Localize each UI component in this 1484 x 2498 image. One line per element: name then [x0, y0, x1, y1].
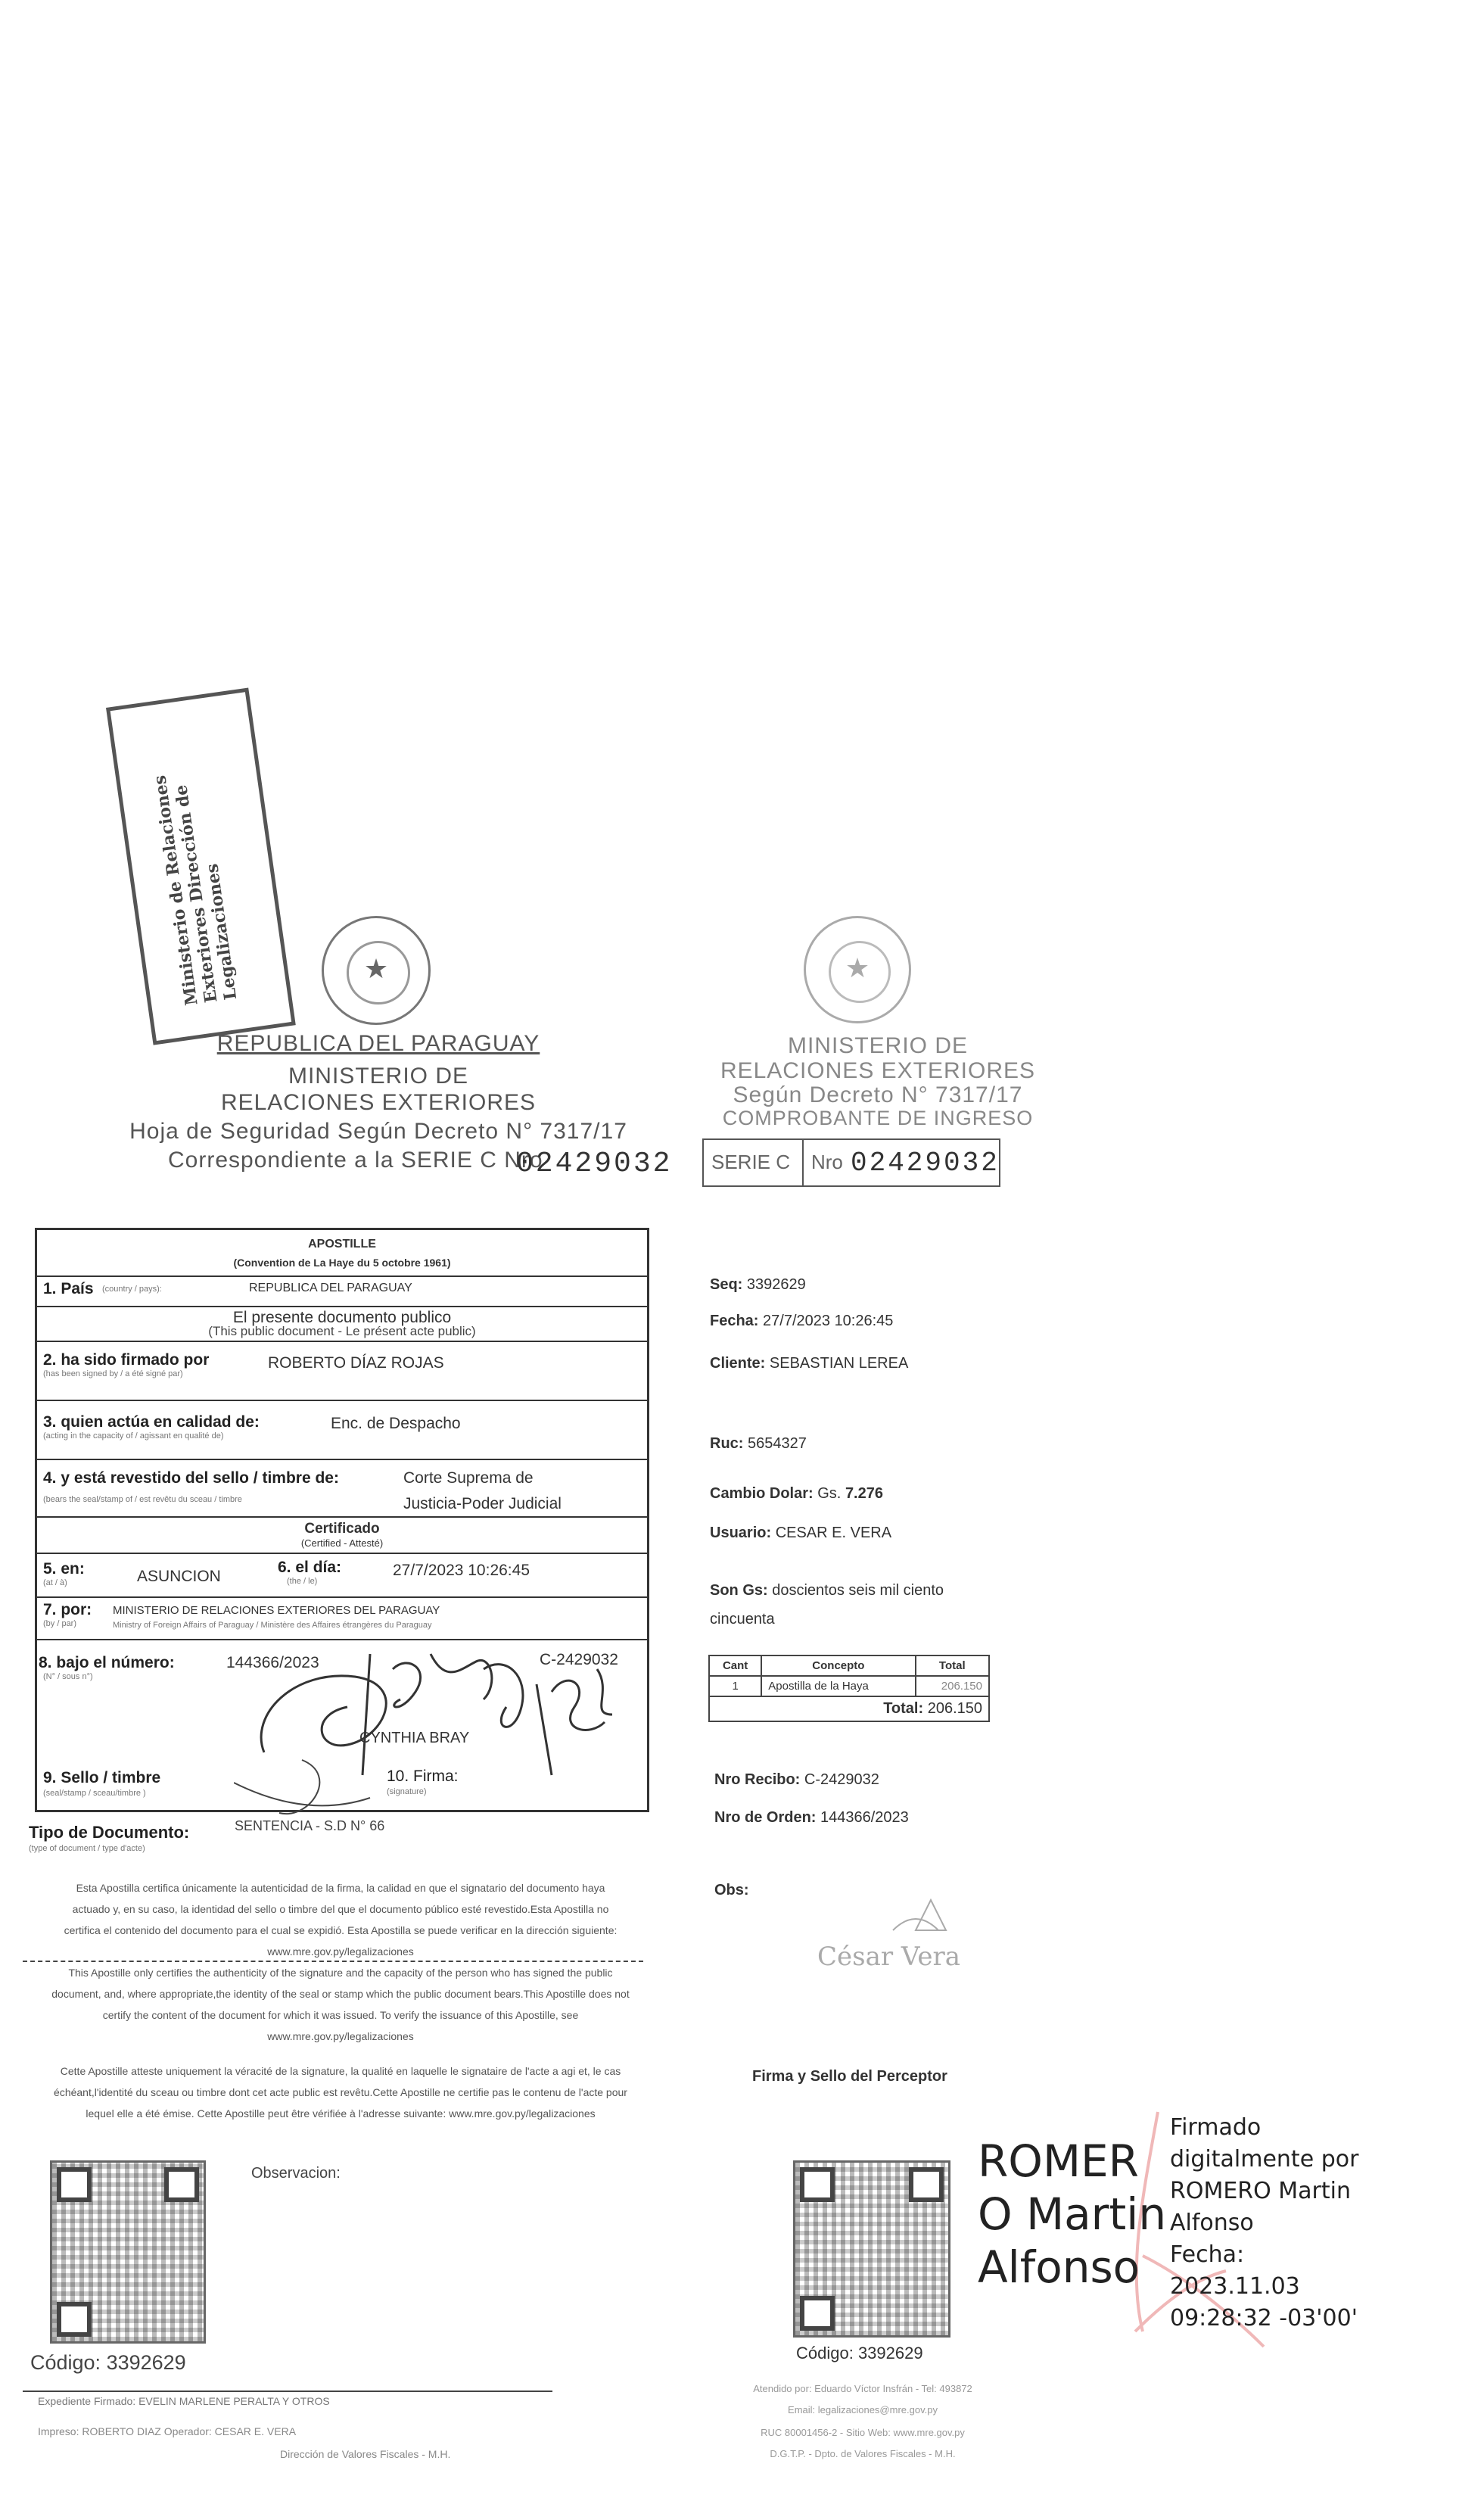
receipt-relations: RELACIONES EXTERIORES: [720, 1058, 1036, 1083]
left-footer-3: Dirección de Valores Fiscales - M.H.: [280, 2448, 451, 2460]
cambio-label: Cambio Dolar:: [710, 1485, 814, 1502]
field-8-label: 8. bajo el número:: [39, 1654, 175, 1671]
recibo-label: Nro Recibo:: [714, 1771, 801, 1788]
field-10-label: 10. Firma:: [387, 1768, 459, 1785]
left-footer-1: Expediente Firmado: EVELIN MARLENE PERALTA Y OTROS: [38, 2395, 330, 2407]
fecha-label: Fecha:: [710, 1313, 759, 1329]
note-spanish: Esta Apostilla certifica únicamente la autenticidad de la firma, la calidad en que el signatario del documento haya actuado y, en su caso, la identidad del sello o timbre del que el documento público esté revestido.Esta Apostilla no certifica el contenido del documento para el cual se expidió. Esta Apostilla se puede verificar en la dirección siguiente: www.mre.gov.py/legalizaciones: [64, 1882, 618, 1958]
table-header: Concepto: [761, 1655, 915, 1676]
field-7-value-sub: Ministry of Foreign Affairs of Paraguay / Ministère des Affaires étrangères du Paraguay: [113, 1621, 432, 1630]
table-header: Cant: [709, 1655, 761, 1676]
signer-name: CYNTHIA BRAY: [359, 1730, 470, 1746]
qr-code-right: [793, 2160, 950, 2338]
field-6-label: 6. el día:: [278, 1559, 342, 1576]
receipt-footer-2: Email: legalizaciones@mre.gov.py: [788, 2404, 938, 2415]
cambio-prefix: Gs.: [817, 1485, 842, 1502]
header-republic: REPUBLICA DEL PARAGUAY: [216, 1031, 540, 1056]
field-3-label: 3. quien actúa en calidad de:: [43, 1413, 260, 1431]
field-6-sub: (the / le): [287, 1577, 318, 1586]
table-header-row: [709, 1655, 989, 1676]
field-1-sub: (country / pays):: [102, 1285, 162, 1294]
son-value-2: cincuenta: [710, 1611, 775, 1627]
cashier-stamp: [817, 1892, 1014, 2014]
receipt-ministry: MINISTERIO DE: [787, 1033, 968, 1058]
header-relations: RELACIONES EXTERIORES: [220, 1090, 537, 1115]
receipt-footer-4: D.G.T.P. - Dpto. de Valores Fiscales - M.H.: [770, 2448, 956, 2459]
left-code: Código: 3392629: [30, 2351, 186, 2374]
signature-meta-7: 09:28:32 -03'00': [1170, 2305, 1358, 2331]
apostille-title: APOSTILLE: [308, 1238, 376, 1251]
serie-label: SERIE C: [711, 1151, 791, 1173]
field-7-sub: (by / par): [43, 1619, 77, 1628]
header-security-sheet: Hoja de Seguridad Según Decreto N° 7317/17: [129, 1119, 627, 1144]
ruc-value: 5654327: [748, 1435, 807, 1452]
field-7-label: 7. por:: [43, 1601, 92, 1618]
table-header: Total: [916, 1655, 990, 1676]
receipt-serie-box: [702, 1138, 1000, 1187]
cambio-value: 7.276: [845, 1485, 883, 1502]
orden-label: Nro de Orden:: [714, 1809, 817, 1826]
certified-sub: (Certified - Attesté): [300, 1537, 384, 1549]
fecha-value: 27/7/2023 10:26:45: [763, 1313, 894, 1329]
divider: [23, 2391, 552, 2392]
signature-meta-1: Firmado: [1170, 2114, 1262, 2141]
seq-label: Seq:: [710, 1276, 743, 1293]
usuario-value: CESAR E. VERA: [775, 1525, 892, 1541]
field-9-label: 9. Sello / timbre: [43, 1769, 161, 1786]
public-document-es: El presente documento publico: [232, 1309, 452, 1326]
right-code: Código: 3392629: [796, 2344, 923, 2363]
header-ministry: MINISTERIO DE: [288, 1064, 468, 1089]
receipt-footer-1: Atendido por: Eduardo Víctor Insfrán - Tel: 493872: [753, 2383, 972, 2394]
stamp-name: César Vera: [817, 1942, 960, 1972]
public-document-en: (This public document - Le présent acte public): [208, 1324, 476, 1338]
cliente-value: SEBASTIAN LEREA: [769, 1355, 909, 1372]
orden-value: 144366/2023: [820, 1809, 909, 1826]
coat-of-arms-seal-left: [322, 916, 431, 1025]
security-number: 02429032: [516, 1148, 673, 1180]
field-7-value: MINISTERIO DE RELACIONES EXTERIORES DEL PARAGUAY: [113, 1604, 440, 1617]
field-5-sub: (at / à): [43, 1578, 67, 1587]
left-footer-2: Impreso: ROBERTO DIAZ Operador: CESAR E. VERA: [38, 2425, 297, 2437]
field-2-label: 2. ha sido firmado por: [43, 1351, 210, 1369]
receipt-comprobante: COMPROBANTE DE INGRESO: [722, 1107, 1034, 1129]
ruc-label: Ruc:: [710, 1435, 744, 1452]
nro-label: Nro: [811, 1151, 843, 1173]
coat-of-arms-seal-right: [804, 916, 911, 1023]
field-3-value: Enc. de Despacho: [331, 1415, 461, 1432]
apostille-convention: (Convention de La Haye du 5 octobre 1961): [233, 1257, 451, 1269]
ministry-rubber-stamp: [106, 688, 296, 1045]
field-5-value: ASUNCION: [137, 1568, 221, 1585]
signer-name-3: Alfonso: [978, 2241, 1140, 2293]
header-serie: Correspondiente a la SERIE C Nro: [168, 1148, 543, 1173]
note-french: Cette Apostille atteste uniquement la véracité de la signature, la qualité en laquelle le signataire de l'acte a agi et, le cas échéant,l'identité du sceau ou timbre dont cet acte public est revêtu.Cette Apostille ne certifie pas le contenu de l'acte pour lequel elle a été émise. Cette Apostille peut être vérifiée à l'adresse suivante: www.mre.gov.py/legalizaciones: [54, 2065, 627, 2120]
qr-code-left: [50, 2160, 206, 2344]
field-8-sub: (N° / sous n°): [43, 1672, 93, 1681]
field-1-value: REPUBLICA DEL PARAGUAY: [249, 1282, 412, 1294]
star-icon: ★: [363, 953, 389, 985]
apostille-form: [35, 1228, 649, 1812]
recibo-value: C-2429032: [804, 1771, 879, 1788]
note-english: This Apostille only certifies the authenticity of the signature and the capacity of the person who has signed the public document, and, where appropriate,the identity of the seal or stamp which the public document bears.This Apostille does not certify the content of the document for which it was issued. To verify the issuance of this Apostille, see www.mre.gov.py/legalizaciones: [51, 1967, 630, 2042]
certified-label: Certificado: [304, 1521, 380, 1537]
table-cell: Apostilla de la Haya: [761, 1676, 915, 1696]
field-8-code: C-2429032: [540, 1651, 618, 1668]
obs-label: Obs:: [714, 1882, 749, 1898]
field-5-label: 5. en:: [43, 1560, 85, 1578]
receipt-footer-3: RUC 80001456-2 - Sitio Web: www.mre.gov.py: [761, 2427, 965, 2438]
field-4-value-1: Corte Suprema de: [403, 1469, 534, 1487]
field-4-sub: (bears the seal/stamp of / est revêtu du sceau / timbre: [43, 1495, 242, 1504]
table-total-row: [709, 1696, 989, 1721]
signature-meta-2: digitalmente por: [1170, 2146, 1359, 2173]
field-3-sub: (acting in the capacity of / agissant en qualité de): [43, 1431, 224, 1441]
star-icon: ★: [845, 953, 870, 985]
field-1-label: 1. País: [43, 1280, 94, 1297]
doc-type-label: Tipo de Documento:: [29, 1823, 190, 1842]
table-cell: 206.150: [916, 1676, 990, 1696]
stamp-mark: [817, 1892, 1014, 1938]
concept-table: [708, 1655, 990, 1722]
son-value-1: doscientos seis mil ciento: [772, 1582, 944, 1599]
signature-meta-5: Fecha:: [1170, 2241, 1245, 2268]
field-8-value: 144366/2023: [226, 1654, 319, 1671]
field-4-value-2: Justicia-Poder Judicial: [403, 1495, 562, 1512]
signature-meta-4: Alfonso: [1170, 2210, 1254, 2236]
table-row: [709, 1676, 989, 1696]
field-9-sub: (seal/stamp / sceau/timbre ): [43, 1789, 146, 1798]
total-label: Total:: [883, 1700, 924, 1717]
signature-meta-3: ROMERO Martin: [1170, 2178, 1352, 2204]
field-2-sub: (has been signed by / a été signé par): [43, 1369, 183, 1378]
son-label: Son Gs:: [710, 1582, 768, 1599]
cliente-label: Cliente:: [710, 1355, 766, 1372]
field-4-label: 4. y está revestido del sello / timbre de:: [43, 1469, 339, 1487]
field-6-value: 27/7/2023 10:26:45: [393, 1562, 530, 1579]
firma-label: Firma y Sello del Perceptor: [752, 2068, 947, 2085]
signer-name-2: O Martin: [978, 2188, 1167, 2240]
receipt-decree: Según Decreto N° 7317/17: [733, 1082, 1023, 1107]
usuario-label: Usuario:: [710, 1525, 772, 1541]
stamp-text: Ministerio de Relaciones Exteriores Dirección de Legalizaciones: [150, 774, 241, 1007]
doc-type-sub: (type of document / type d'acte): [29, 1844, 145, 1853]
signature-meta-6: 2023.11.03: [1170, 2273, 1300, 2300]
table-cell: 1: [709, 1676, 761, 1696]
handwritten-signature: [234, 1624, 658, 1836]
total-value: 206.150: [927, 1700, 982, 1717]
receipt-number: 02429032: [851, 1148, 1000, 1179]
field-2-value: ROBERTO DÍAZ ROJAS: [268, 1354, 444, 1372]
observacion-label: Observacion:: [251, 2165, 341, 2182]
field-10-sub: (signature): [387, 1787, 427, 1796]
signer-name-1: ROMER: [978, 2135, 1139, 2187]
seq-value: 3392629: [746, 1276, 806, 1293]
doc-type-value: SENTENCIA - S.D N° 66: [235, 1818, 385, 1833]
